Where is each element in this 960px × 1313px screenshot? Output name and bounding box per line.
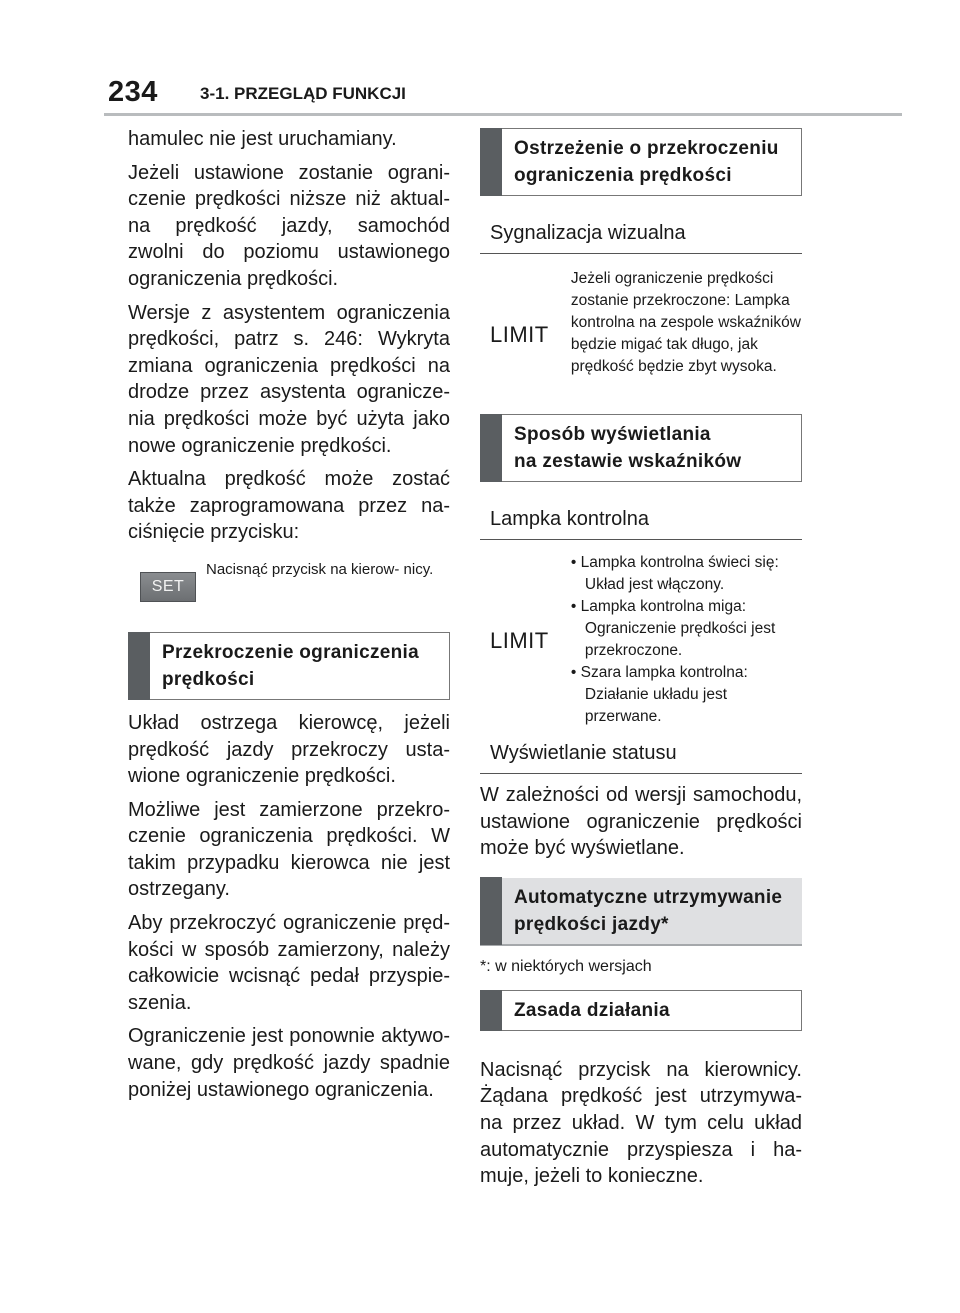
heading-line: prędkości jazdy* — [514, 913, 669, 935]
left-column — [128, 126, 450, 1110]
heading-line: Sposób wyświetlania — [514, 424, 711, 445]
heading-line: Przekroczenie ograniczenia — [162, 641, 420, 663]
heading-line: prędkości — [162, 668, 255, 690]
list-item: • Szara lampka kontrolna: Działanie układu jest przerwane. — [570, 664, 748, 725]
subheading: Sygnalizacja wizualna — [480, 222, 802, 254]
paragraph: W zależności od wersji samochodu, ustawione ograniczenie prędkości może być wyświetlane. — [480, 784, 802, 860]
paragraph: Jeżeli ustawione zostanie ograni- czenie prędkości niższe niż aktual- na prędkość jazdy, samochód zwolni do poziomu ustawionego ograniczenia prędkości. — [128, 161, 450, 290]
paragraph: Wersje z asystentem ograniczenia prędkości, patrz s. 246: Wykryta zmiana ograniczenia prędkości na drodze przez asystenta ogranicze- nia prędkości może być użyta jako nowe ograniczenie prędkości. — [128, 301, 450, 457]
limit-indicator-row — [480, 552, 802, 742]
heading-bar — [480, 414, 502, 482]
heading-bar — [480, 128, 502, 196]
section-heading-box — [480, 128, 802, 196]
paragraph: Nacisnąć przycisk na kierownicy. Żądana prędkość jest utrzymywa- na przez układ. W tym celu układ automatycznie przyspiesza i ha- muje, jeżeli to konieczne. — [480, 1058, 802, 1188]
limit-indicator-icon: LIMIT — [490, 322, 549, 347]
limit-description: Jeżeli ograniczenie prędkości zostanie przekroczone: Lampka kontrolna na zespole wskaźników będzie migać tak długo, jak prędkość będzie zbyt wysoka. — [570, 270, 801, 375]
heading-line: ograniczenia prędkości — [514, 165, 732, 186]
section-title: 3-1. PRZEGLĄD FUNKCJI — [200, 84, 406, 103]
page-number: 234 — [108, 76, 158, 108]
limit-indicator-row — [480, 268, 802, 414]
paragraph: Możliwe jest zamierzone przekro- czenie ograniczenia prędkości. W takim przypadku kierowca nie jest ostrzegany. — [128, 798, 450, 901]
heading-bar — [480, 877, 502, 945]
section-heading-box — [480, 878, 802, 946]
set-instruction — [140, 560, 450, 622]
list-item: • Lampka kontrolna świeci się: Układ jest włączony. — [570, 554, 779, 593]
heading-line: Automatyczne utrzymywanie — [514, 886, 783, 908]
limit-indicator-icon: LIMIT — [490, 628, 549, 653]
set-instruction-text: Nacisnąć przycisk na kierow- nicy. — [206, 560, 434, 578]
paragraph: Aktualna prędkość może zostać także zaprogramowana przez na- ciśnięcie przycisku: — [128, 468, 450, 544]
heading-line: na zestawie wskaźników — [514, 451, 742, 472]
limit-bullet-list — [571, 552, 802, 728]
section-heading-box — [480, 990, 802, 1031]
paragraph: Układ ostrzega kierowcę, jeżeli prędkość jazdy przekroczy usta- wione ograniczenie prędkości. — [128, 711, 450, 788]
heading-line: Ostrzeżenie o przekroczeniu — [514, 138, 779, 159]
footnote: *: w niektórych wersjach — [480, 957, 652, 975]
subheading: Lampka kontrolna — [480, 508, 802, 540]
heading-line: Zasada działania — [514, 999, 670, 1021]
paragraph: hamulec nie jest uruchamiany. — [128, 128, 397, 150]
header-rule — [104, 113, 902, 116]
heading-bar — [480, 990, 502, 1031]
section-heading-box — [128, 632, 450, 700]
right-column — [480, 126, 802, 1197]
paragraph: Ograniczenie jest ponownie aktywo- wane, gdy prędkość jazdy spadnie poniżej ustawionego ograniczenia. — [128, 1025, 450, 1101]
subheading: Wyświetlanie statusu — [480, 742, 802, 774]
paragraph: Aby przekroczyć ograniczenie pręd- kości w sposób zamierzony, należy całkowicie wcisnąć pedał przyspie- szenia. — [128, 912, 450, 1014]
set-key-icon: SET — [140, 572, 196, 602]
heading-bar — [128, 632, 150, 700]
section-heading-box — [480, 414, 802, 482]
list-item: • Lampka kontrolna miga: Ograniczenie prędkości jest przekroczone. — [570, 598, 776, 659]
